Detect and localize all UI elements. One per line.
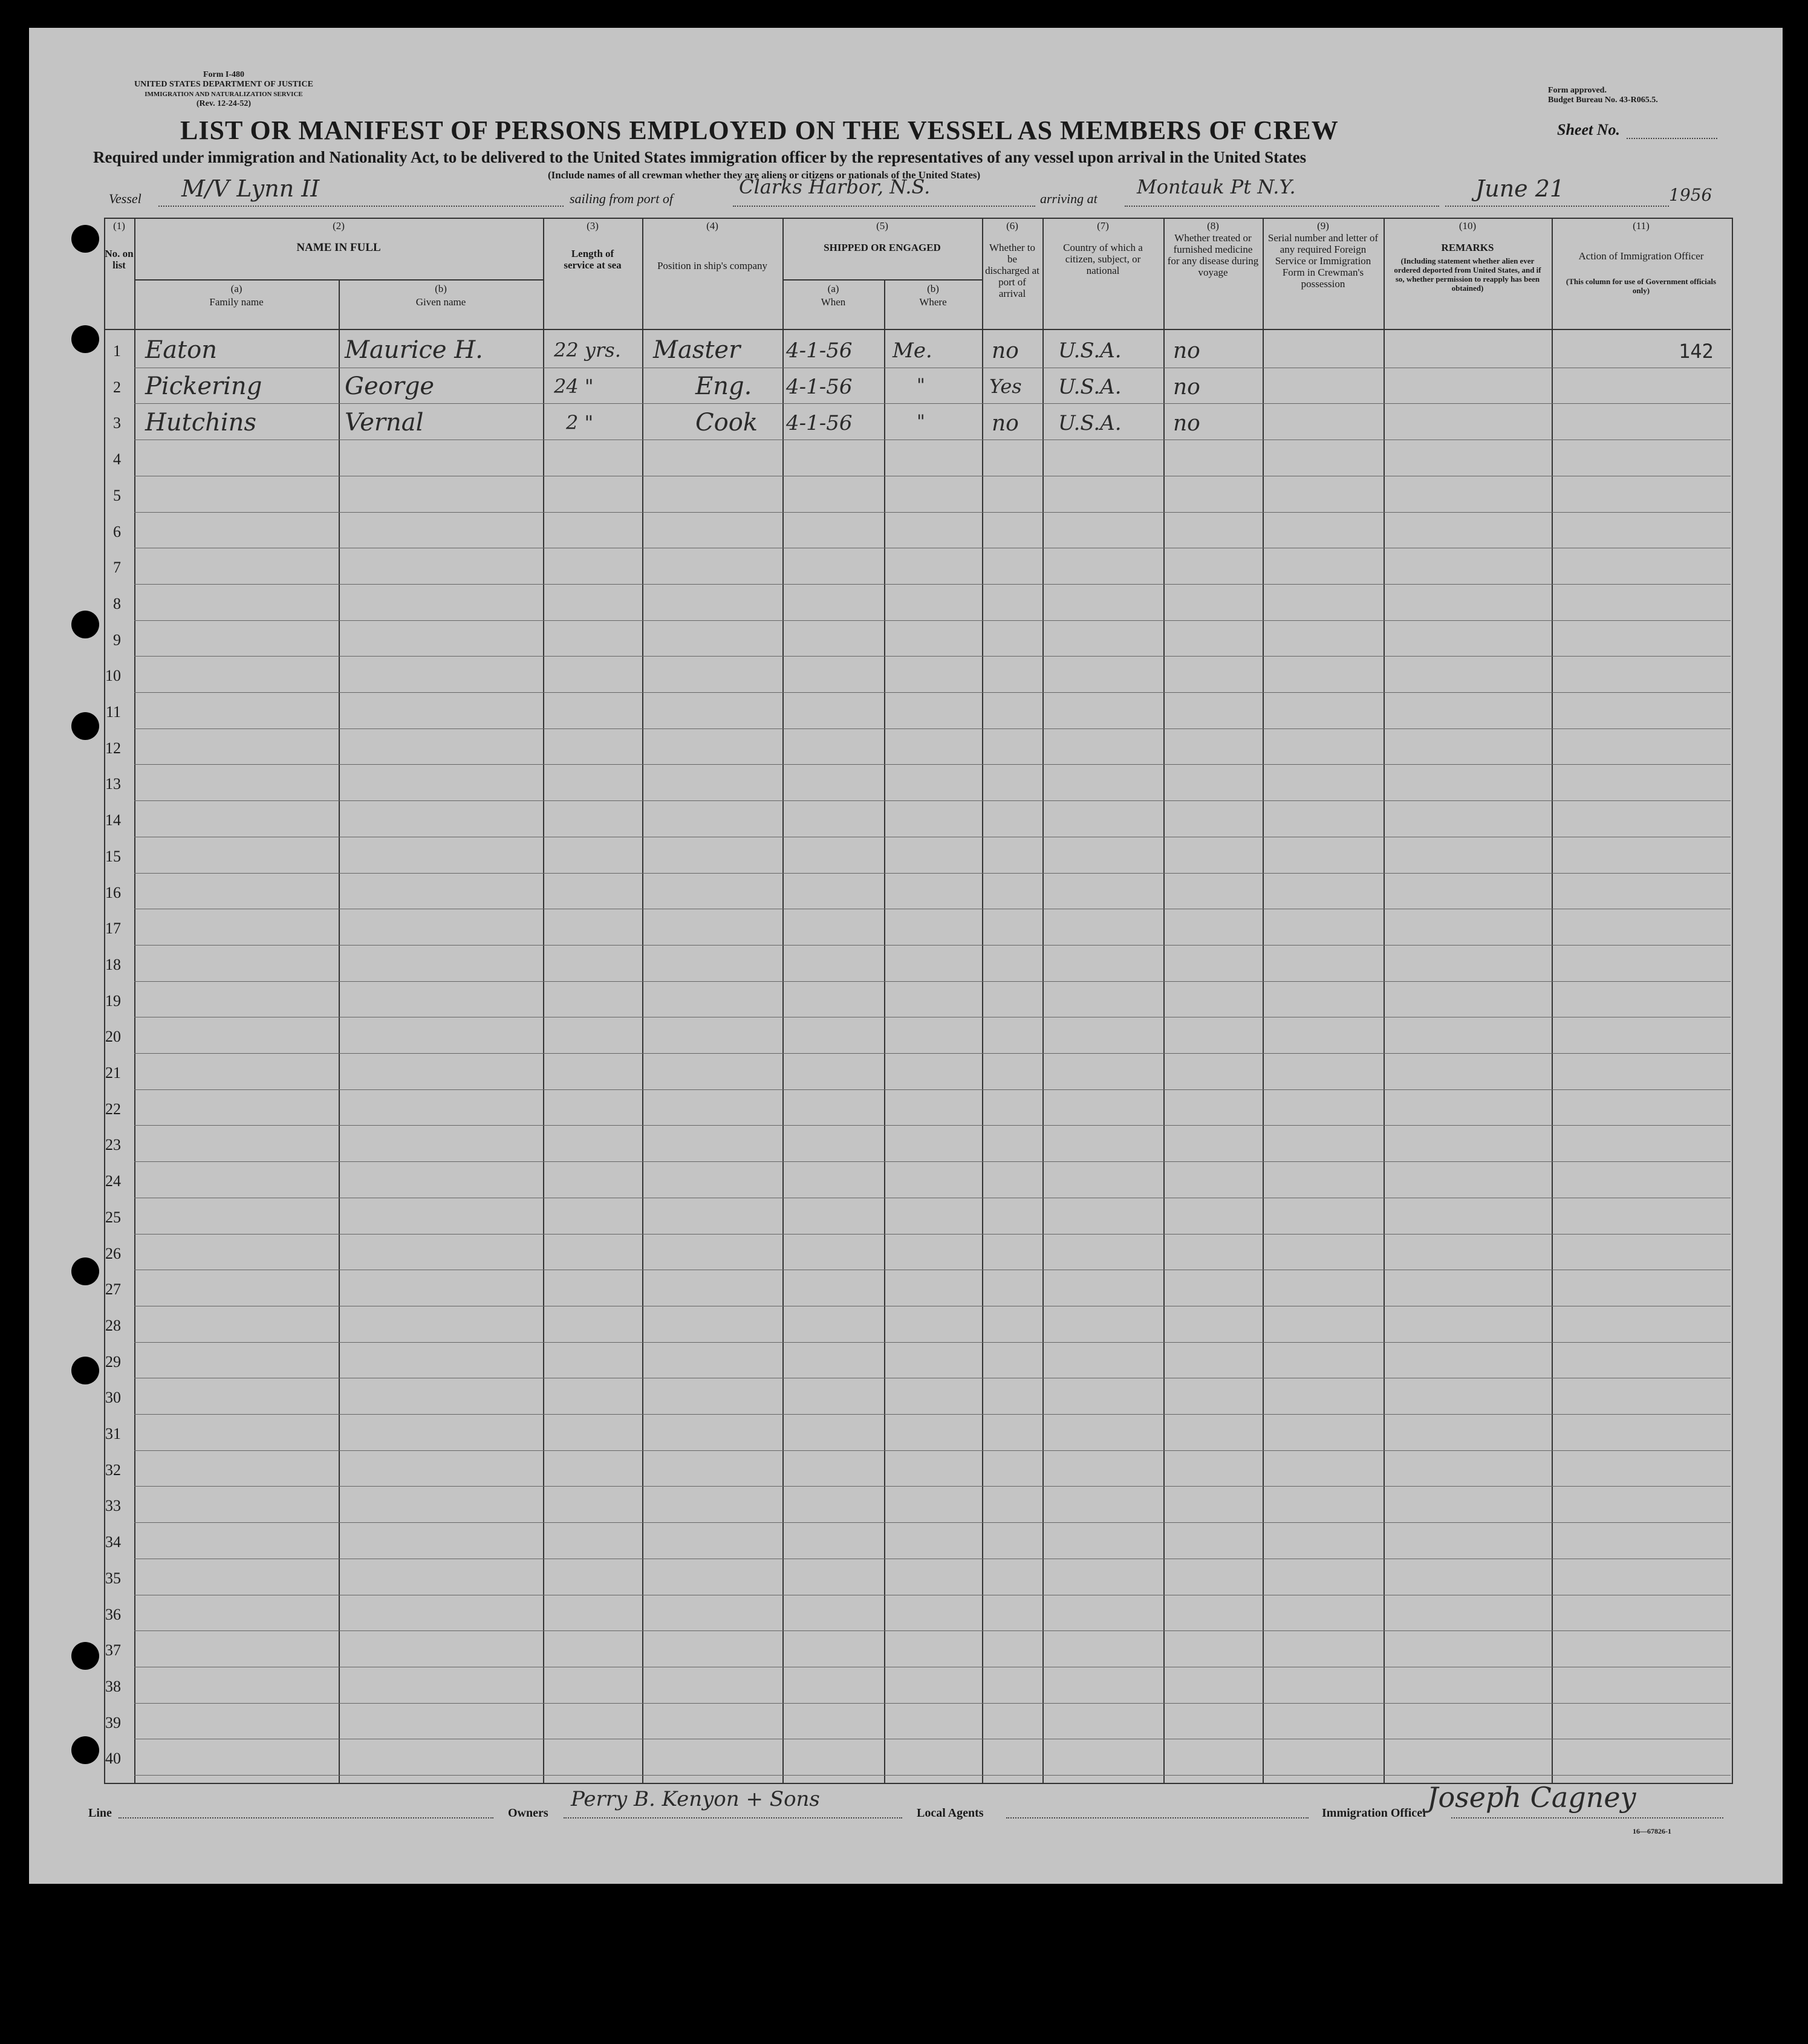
row-number: 13 — [105, 775, 121, 793]
row-line — [134, 945, 1731, 946]
row-line — [134, 692, 1731, 693]
row-number: 17 — [105, 920, 121, 938]
col11-header: Action of Immigration Officer — [1578, 250, 1704, 262]
shipped-subheader-line — [782, 279, 982, 281]
row-number: 16 — [105, 883, 121, 901]
row-number: 12 — [105, 739, 121, 757]
col2a-header: Family name — [209, 296, 264, 308]
row-line — [134, 1486, 1731, 1487]
row-number: 9 — [113, 631, 121, 649]
col2b-header: Given name — [415, 296, 466, 308]
vessel-label: Vessel — [109, 191, 141, 206]
row-line — [134, 403, 1731, 404]
vessel-line — [158, 206, 564, 207]
row-number: 24 — [105, 1172, 121, 1190]
row-number: 6 — [113, 522, 121, 540]
row-number: 2 — [113, 378, 121, 396]
shipped-where: " — [917, 411, 925, 432]
given-name: Maurice H. — [345, 336, 483, 364]
col11-note: (This column for use of Government officials only) — [1566, 277, 1717, 295]
row-number: 8 — [113, 594, 121, 612]
col8-number: (8) — [1207, 220, 1219, 232]
col6-number: (6) — [1006, 220, 1018, 232]
row-number: 25 — [105, 1208, 121, 1226]
treated: no — [1173, 375, 1200, 400]
row-number: 35 — [105, 1569, 121, 1587]
officer-signature: Joseph Cagney — [1427, 1781, 1636, 1814]
row-number: 33 — [105, 1497, 121, 1515]
subtitle-note: (Include names of all crewman whether they are aliens or citizens or nationals of the United States) — [548, 169, 981, 181]
col6-header: Whether to be discharged at port of arrival — [985, 242, 1039, 299]
vessel-value: M/V Lynn II — [181, 175, 320, 202]
discharged: no — [992, 339, 1019, 363]
row-number: 31 — [105, 1425, 121, 1442]
col9-header: Serial number and letter of any required Foreign Service or Immigration Form in Crewman's possession — [1267, 232, 1379, 290]
col5-header: SHIPPED OR ENGAGED — [824, 242, 941, 253]
row-number: 38 — [105, 1677, 121, 1695]
row-number: 23 — [105, 1136, 121, 1154]
col5b-letter: (b) — [927, 283, 939, 294]
row-line — [134, 512, 1731, 513]
col10-note: (Including statement whether alien ever ordered deported from United States, and if so, whether permission to reapply has been obtained) — [1394, 256, 1541, 293]
column-divider — [543, 218, 544, 1783]
row-line — [134, 1234, 1731, 1235]
service-length: 24 " — [554, 375, 594, 398]
line-label: Line — [88, 1806, 112, 1820]
col1-header: No. on list — [105, 248, 134, 271]
row-number: 39 — [105, 1713, 121, 1731]
given-name: George — [345, 372, 435, 400]
officer-line — [1451, 1817, 1723, 1819]
row-line — [134, 1089, 1731, 1090]
col2-header: NAME IN FULL — [296, 241, 381, 254]
row-number: 4 — [113, 450, 121, 469]
row-number: 11 — [105, 703, 121, 721]
row-line — [134, 1522, 1731, 1523]
row-line — [134, 620, 1731, 621]
sailing-value: Clarks Harbor, N.S. — [739, 175, 931, 198]
approval: Form approved. — [1548, 86, 1607, 95]
row-line — [134, 656, 1731, 657]
column-divider — [1042, 218, 1044, 1783]
row-number: 30 — [105, 1389, 121, 1407]
col7-header: Country of which a citizen, subject, or national — [1063, 242, 1143, 276]
budget-bureau: Budget Bureau No. 43-R065.5. — [1548, 96, 1658, 105]
row-number: 19 — [105, 991, 121, 1010]
given-name: Vernal — [345, 409, 424, 436]
position: Master — [653, 336, 741, 364]
discharged: Yes — [989, 375, 1022, 398]
country: U.S.A. — [1058, 411, 1122, 435]
row-line — [134, 800, 1731, 801]
col10-number: (10) — [1458, 220, 1477, 232]
local-agents-line — [1006, 1817, 1309, 1819]
col2-number: (2) — [333, 220, 345, 232]
family-name: Hutchins — [145, 409, 256, 436]
row-number: 15 — [105, 847, 121, 865]
row-number: 34 — [105, 1533, 121, 1551]
row-number: 29 — [105, 1352, 121, 1371]
shipped-where: " — [917, 375, 925, 396]
treated: no — [1173, 411, 1200, 436]
immigration-officer-label: Immigration Officer — [1322, 1806, 1428, 1820]
print-code: 16—67826-1 — [1633, 1827, 1671, 1835]
department: UNITED STATES DEPARTMENT OF JUSTICE — [134, 80, 313, 89]
form-number: Form I-480 — [203, 70, 245, 79]
country: U.S.A. — [1058, 339, 1122, 363]
row-number: 21 — [105, 1064, 121, 1082]
local-agents-label: Local Agents — [917, 1806, 984, 1820]
col11-number: (11) — [1633, 220, 1650, 232]
row-line — [134, 1450, 1731, 1451]
crew-table — [104, 218, 1733, 1784]
col5a-letter: (a) — [827, 283, 839, 294]
row-line — [134, 1161, 1731, 1162]
column-divider — [339, 279, 340, 1783]
shipped-when: 4-1-56 — [786, 411, 853, 435]
col5b-header: Where — [919, 296, 947, 308]
date-line — [1445, 206, 1669, 207]
row-line — [134, 1703, 1731, 1704]
row-number: 40 — [105, 1750, 121, 1768]
row-number: 7 — [113, 559, 121, 577]
col3-header: Length of service at sea — [564, 248, 622, 271]
shipped-when: 4-1-56 — [786, 375, 853, 399]
column-divider — [1552, 218, 1553, 1783]
owners-value: Perry B. Kenyon + Sons — [571, 1787, 820, 1811]
col3-number: (3) — [587, 220, 599, 232]
date-value: June 21 — [1475, 175, 1565, 202]
service-length: 22 yrs. — [554, 339, 621, 362]
shipped-when: 4-1-56 — [786, 339, 853, 363]
sailing-line — [733, 206, 1035, 207]
sheet-no-line — [1627, 138, 1717, 139]
col8-header: Whether treated or furnished medicine for any disease during voyage — [1167, 232, 1259, 278]
discharged: no — [992, 411, 1019, 436]
line-line — [119, 1817, 493, 1819]
row-line — [134, 1053, 1731, 1054]
row-number: 1 — [113, 342, 121, 360]
row-number: 20 — [105, 1028, 121, 1046]
sheet-no-label: Sheet No. — [1557, 121, 1620, 138]
row-line — [134, 873, 1731, 874]
row-line — [134, 584, 1731, 585]
row-number: 32 — [105, 1461, 121, 1479]
col4-header: Position in ship's company — [657, 260, 768, 271]
row-number: 27 — [105, 1280, 121, 1299]
row-number: 26 — [105, 1244, 121, 1262]
row-number: 22 — [105, 1100, 121, 1118]
col2a-letter: (a) — [230, 283, 242, 294]
page-title: LIST OR MANIFEST OF PERSONS EMPLOYED ON THE VESSEL AS MEMBERS OF CREW — [180, 115, 1339, 145]
row-number: 3 — [113, 414, 121, 432]
column-divider — [134, 218, 135, 1783]
subtitle: Required under immigration and Nationality Act, to be delivered to the United States immigration officer by the representatives of any vessel upon arrival in the United States — [93, 148, 1307, 166]
family-name: Pickering — [145, 372, 262, 400]
revision: (Rev. 12-24-52) — [196, 99, 252, 108]
year-value: 1956 — [1669, 185, 1712, 205]
service: IMMIGRATION AND NATURALIZATION SERVICE — [145, 91, 303, 98]
row-line — [134, 1630, 1731, 1631]
arriving-label: arriving at — [1040, 191, 1097, 206]
position: Eng. — [695, 372, 752, 400]
column-divider — [1263, 218, 1264, 1783]
treated: no — [1173, 339, 1200, 363]
owners-line — [564, 1817, 902, 1819]
column-divider — [1163, 218, 1165, 1783]
column-divider — [642, 218, 643, 1783]
column-divider — [884, 279, 885, 1783]
row-line — [134, 764, 1731, 765]
position: Cook — [695, 409, 758, 436]
col10-header: REMARKS — [1441, 242, 1494, 253]
row-line — [134, 1775, 1731, 1776]
sailing-label: sailing from port of — [570, 191, 673, 206]
col4-number: (4) — [706, 220, 718, 232]
row-line — [134, 1342, 1731, 1343]
row-number: 36 — [105, 1605, 121, 1623]
family-name: Eaton — [145, 336, 217, 364]
column-divider — [1384, 218, 1385, 1783]
row-number: 37 — [105, 1641, 121, 1660]
approval-block — [1548, 86, 1729, 105]
form-id-block — [91, 70, 357, 109]
officer-action: 142 — [1679, 340, 1714, 363]
column-divider — [982, 218, 983, 1783]
row-number: 18 — [105, 955, 121, 973]
row-line — [134, 728, 1731, 729]
column-divider — [782, 218, 784, 1783]
col1-number: (1) — [113, 220, 125, 232]
shipped-where: Me. — [893, 339, 932, 363]
row-number: 28 — [105, 1316, 121, 1334]
arriving-value: Montauk Pt N.Y. — [1137, 175, 1296, 198]
col5-number: (5) — [876, 220, 888, 232]
col5a-header: When — [821, 296, 846, 308]
row-line — [134, 981, 1731, 982]
service-length: 2 " — [566, 411, 594, 434]
row-number: 14 — [105, 811, 121, 829]
header-bottom-line — [104, 329, 1731, 330]
country: U.S.A. — [1058, 375, 1122, 399]
row-line — [134, 1414, 1731, 1415]
col2b-letter: (b) — [435, 283, 447, 294]
name-subheader-line — [134, 279, 543, 281]
row-number: 10 — [105, 667, 121, 685]
row-number: 5 — [113, 486, 121, 504]
col7-number: (7) — [1097, 220, 1109, 232]
arriving-line — [1125, 206, 1439, 207]
col9-number: (9) — [1317, 220, 1329, 232]
row-line — [134, 1125, 1731, 1126]
punch-hole — [71, 225, 99, 253]
owners-label: Owners — [508, 1806, 548, 1820]
